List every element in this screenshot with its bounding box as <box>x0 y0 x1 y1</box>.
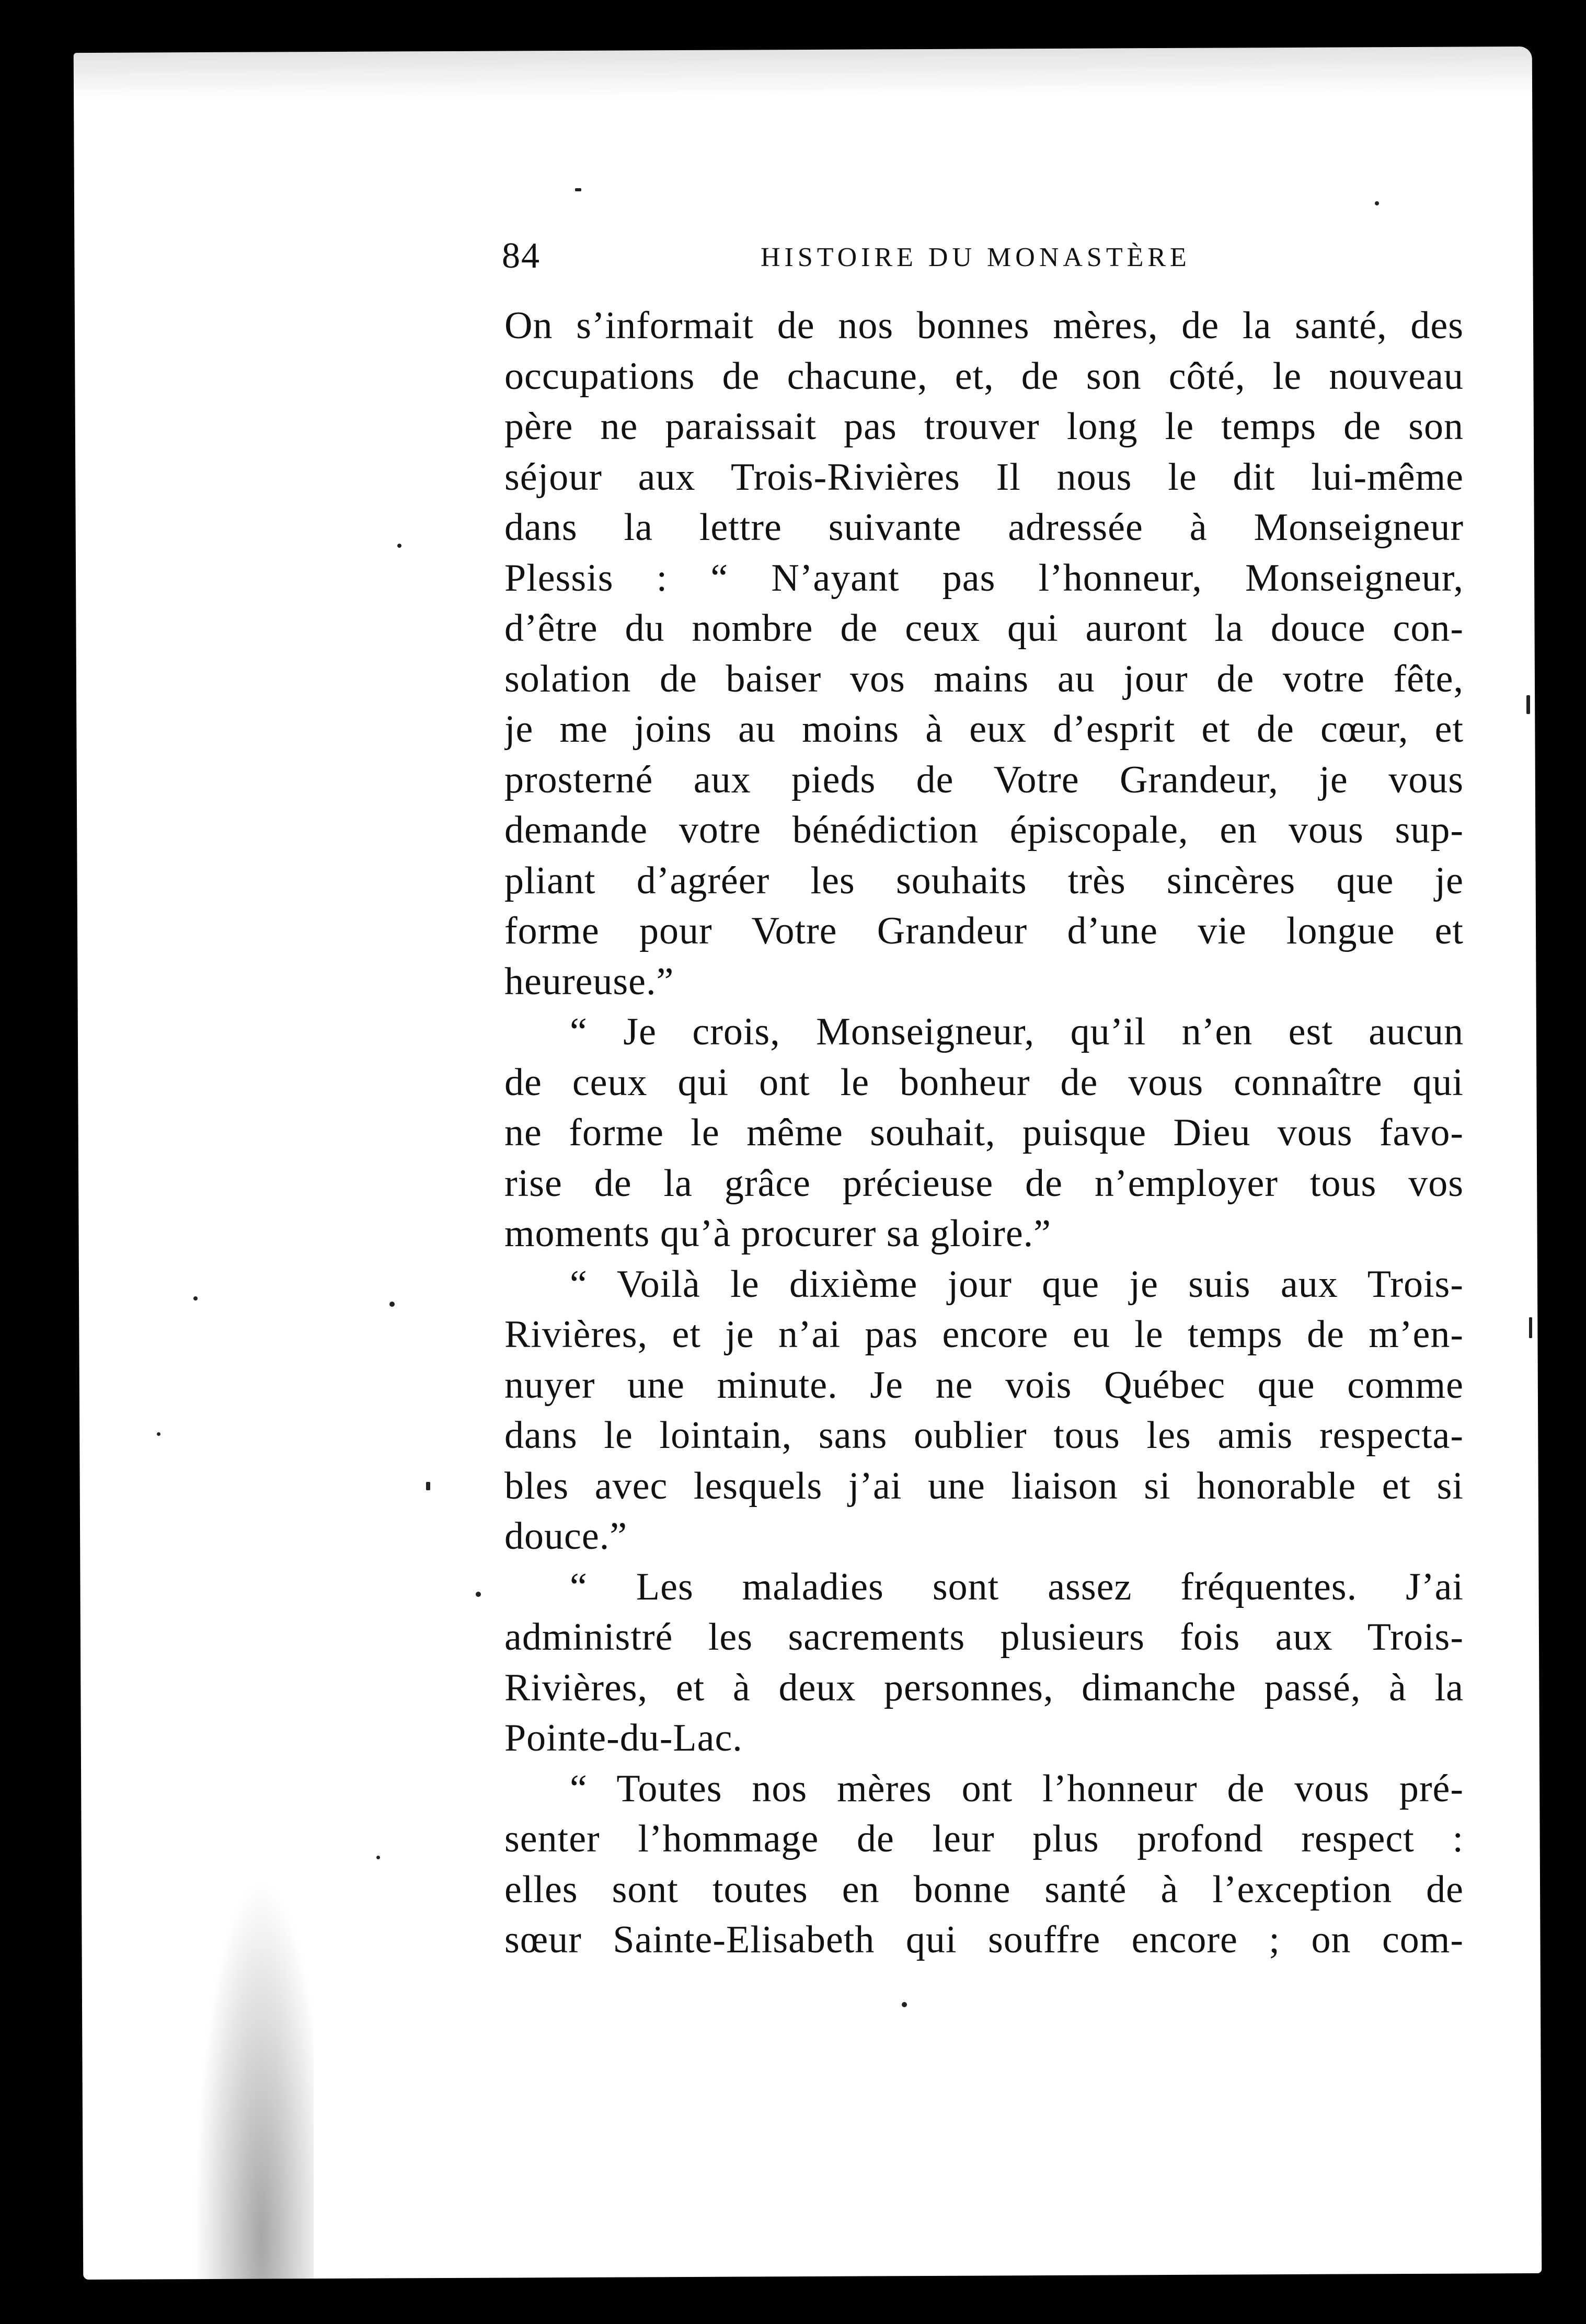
running-title: HISTOIRE DU MONASTÈRE <box>761 243 1191 272</box>
text-line: nuyer une minute. Je ne vois Québec que comme <box>504 1363 1464 1407</box>
text-line: sœur Sainte-Elisabeth qui souffre encore ; on com- <box>504 1918 1464 1961</box>
speck <box>157 1432 160 1436</box>
page-number: 84 <box>502 236 541 276</box>
text-line: pliant d’agréer les souhaits très sincères que je <box>504 859 1464 902</box>
text-line: heureuse.” <box>504 960 674 1003</box>
text-line: dans le lointain, sans oublier tous les amis respecta- <box>504 1414 1464 1457</box>
speck <box>1529 1317 1532 1338</box>
speck <box>476 1592 481 1597</box>
text-line: “ Je crois, Monseigneur, qu’il n’en est aucun <box>570 1010 1464 1053</box>
text-line: “ Les maladies sont assez fréquentes. J’ai <box>570 1565 1464 1608</box>
speck <box>575 188 581 191</box>
text-line: d’être du nombre de ceux qui auront la douce con- <box>504 607 1464 650</box>
text-line: Rivières, et je n’ai pas encore eu le temps de m’en- <box>504 1313 1464 1356</box>
text-line: elles sont toutes en bonne santé à l’exception de <box>504 1868 1464 1911</box>
speck <box>902 2002 907 2007</box>
body-text <box>504 301 1464 1965</box>
text-line: Plessis : “ N’ayant pas l’honneur, Monseigneur, <box>504 556 1464 600</box>
text-line: dans la lettre suivante adressée à Monseigneur <box>504 506 1464 549</box>
text-line: Pointe-du-Lac. <box>504 1717 743 1759</box>
text-line: moments qu’à procurer sa gloire.” <box>504 1212 1052 1255</box>
text-line: prosterné aux pieds de Votre Grandeur, je vous <box>504 758 1464 801</box>
text-line: séjour aux Trois-Rivières Il nous le dit lui-même <box>504 455 1464 499</box>
speck <box>1526 695 1530 714</box>
page-shadow <box>74 47 1532 100</box>
text-line: forme pour Votre Grandeur d’une vie longue et <box>504 910 1464 952</box>
speck <box>376 1856 380 1859</box>
speck <box>426 1482 430 1490</box>
text-line: Rivières, et à deux personnes, dimanche passé, à la <box>504 1666 1464 1709</box>
text-line: père ne paraissait pas trouver long le temps de son <box>504 405 1464 448</box>
text-line: ne forme le même souhait, puisque Dieu vous favo- <box>504 1111 1464 1154</box>
speck <box>389 1302 395 1307</box>
text-line: je me joins au moins à eux d’esprit et de cœur, et <box>504 708 1464 751</box>
text-line: “ Toutes nos mères ont l’honneur de vous pré- <box>570 1767 1464 1810</box>
text-line: senter l’hommage de leur plus profond respect : <box>504 1817 1464 1860</box>
text-line: rise de la grâce précieuse de n’employer tous vos <box>504 1161 1464 1205</box>
text-line: de ceux qui ont le bonheur de vous connaître qui <box>504 1061 1464 1104</box>
text-line: bles avec lesquels j’ai une liaison si honorable et si <box>504 1464 1464 1508</box>
speck <box>397 544 401 548</box>
text-line: administré les sacrements plusieurs fois aux Trois- <box>504 1616 1464 1659</box>
page-header <box>502 233 1458 290</box>
text-line: On s’informait de nos bonnes mères, de la santé, des <box>504 304 1464 347</box>
speck <box>193 1296 198 1301</box>
text-line: “ Voilà le dixième jour que je suis aux Trois- <box>570 1262 1464 1306</box>
text-line: douce.” <box>504 1515 628 1558</box>
text-line: demande votre bénédiction épiscopale, en vous sup- <box>504 809 1464 852</box>
text-line: occupations de chacune, et, de son côté, le nouveau <box>504 354 1464 398</box>
scan-smudge <box>183 1819 314 2284</box>
text-line: solation de baiser vos mains au jour de votre fête, <box>504 657 1464 700</box>
speck <box>1375 201 1379 205</box>
